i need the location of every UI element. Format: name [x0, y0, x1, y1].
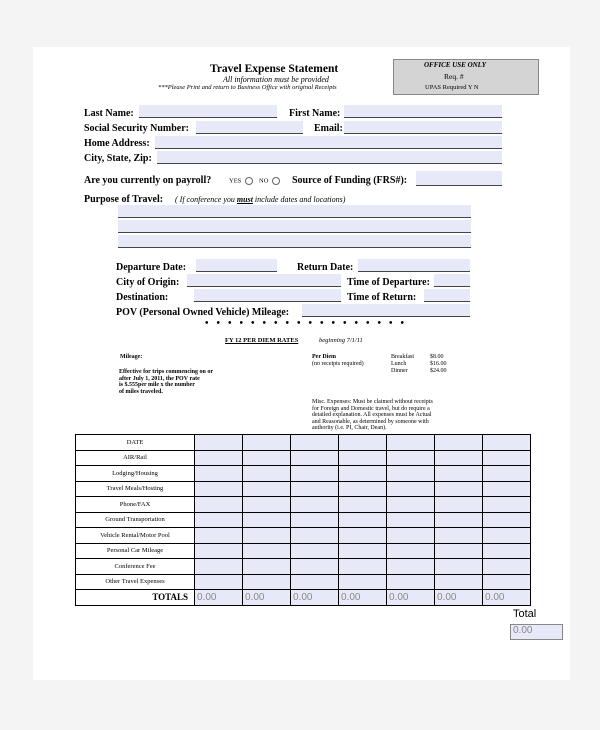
expense-cell[interactable]: [435, 559, 483, 575]
city-state-zip-label: City, State, Zip:: [84, 153, 152, 164]
expense-cell[interactable]: [195, 435, 243, 451]
expense-cell[interactable]: [483, 543, 531, 559]
expense-cell[interactable]: [291, 574, 339, 590]
expense-cell[interactable]: [435, 481, 483, 497]
expense-cell[interactable]: [483, 512, 531, 528]
expense-cell[interactable]: [339, 481, 387, 497]
row-label: Other Travel Expenses: [76, 574, 195, 590]
expense-cell[interactable]: [195, 512, 243, 528]
row-label: Conference Fee: [76, 559, 195, 575]
time-of-departure-label: Time of Departure:: [347, 277, 430, 288]
table-row: [76, 512, 531, 528]
table-row: [76, 528, 531, 544]
rates-beginning: beginning 7/1/11: [319, 337, 363, 344]
expense-cell[interactable]: [483, 435, 531, 451]
expense-cell[interactable]: [291, 512, 339, 528]
meal-names: Breakfast Lunch Dinner: [391, 354, 414, 374]
expense-cell[interactable]: [339, 435, 387, 451]
last-name-field[interactable]: [139, 105, 277, 118]
expense-cell[interactable]: [387, 435, 435, 451]
table-row: [76, 450, 531, 466]
expense-cell[interactable]: [435, 512, 483, 528]
table-row: [76, 543, 531, 559]
payroll-no-option[interactable]: [259, 177, 280, 185]
expense-cell[interactable]: [291, 559, 339, 575]
purpose-line-3[interactable]: [118, 235, 471, 248]
pov-field[interactable]: [302, 304, 470, 317]
home-address-label: Home Address:: [84, 138, 150, 149]
row-label: Vehicle Rental/Motor Pool: [76, 528, 195, 544]
departure-date-label: Departure Date:: [116, 262, 187, 273]
row-label: DATE: [76, 435, 195, 451]
row-label: Travel Meals/Hosting: [76, 481, 195, 497]
purpose-line-2[interactable]: [118, 220, 471, 233]
expense-cell[interactable]: [435, 450, 483, 466]
expense-cell[interactable]: [387, 481, 435, 497]
expense-cell[interactable]: [195, 528, 243, 544]
total-cell[interactable]: 0.00: [483, 590, 531, 606]
row-label: Ground Transportation: [76, 512, 195, 528]
expense-cell[interactable]: [387, 497, 435, 513]
purpose-note: ( If conference you must include dates and locations): [175, 195, 346, 204]
expense-table: [75, 434, 531, 606]
expense-cell[interactable]: [291, 435, 339, 451]
totals-row: [76, 590, 531, 606]
expense-cell[interactable]: [339, 497, 387, 513]
expense-cell[interactable]: [435, 435, 483, 451]
departure-date-field[interactable]: [196, 259, 277, 272]
expense-cell[interactable]: [339, 543, 387, 559]
expense-cell[interactable]: [243, 543, 291, 559]
expense-cell[interactable]: [435, 497, 483, 513]
table-row: [76, 435, 531, 451]
home-address-field[interactable]: [155, 136, 502, 149]
divider-dots-top: ••••••••••••••••••: [205, 318, 413, 329]
expense-cell[interactable]: [483, 466, 531, 482]
expense-cell[interactable]: [243, 497, 291, 513]
city-state-zip-field[interactable]: [157, 151, 502, 164]
row-label: Personal Car Mileage: [76, 543, 195, 559]
city-of-origin-label: City of Origin:: [116, 277, 180, 288]
total-cell[interactable]: 0.00: [435, 590, 483, 606]
first-name-field[interactable]: [344, 105, 502, 118]
expense-cell[interactable]: [387, 450, 435, 466]
row-label: Lodging/Housing: [76, 466, 195, 482]
expense-cell[interactable]: [435, 528, 483, 544]
form-page: [33, 47, 570, 680]
first-name-label: First Name:: [289, 108, 341, 119]
yes-radio[interactable]: [245, 177, 253, 185]
mileage-text: Effective for trips commencing on or after July 1, 2011, the POV rate is $.555per mile x the number of miles traveled.: [119, 369, 214, 395]
table-row: [76, 466, 531, 482]
time-of-return-label: Time of Return:: [347, 292, 417, 303]
office-req: Req. #: [444, 72, 464, 81]
expense-cell[interactable]: [339, 450, 387, 466]
payroll-question: Are you currently on payroll?: [84, 175, 212, 186]
table-row: [76, 574, 531, 590]
misc-expenses-note: Misc. Expenses: Must be claimed without receipts for Foreign and Domestic travel, but do require a detailed explanation. All expenses must be Actual and Reasonable, as determined by someone with authority (i.e. PI, Chair, Dean).: [312, 399, 433, 431]
expense-cell[interactable]: [195, 559, 243, 575]
expense-cell[interactable]: [339, 559, 387, 575]
expense-cell[interactable]: [387, 528, 435, 544]
total-cell[interactable]: 0.00: [243, 590, 291, 606]
total-cell[interactable]: 0.00: [195, 590, 243, 606]
expense-cell[interactable]: [387, 543, 435, 559]
table-row: [76, 559, 531, 575]
expense-cell[interactable]: [243, 512, 291, 528]
totals-label: TOTALS: [76, 590, 195, 606]
expense-cell[interactable]: [243, 435, 291, 451]
purpose-line-1[interactable]: [118, 205, 471, 218]
return-date-field[interactable]: [358, 259, 470, 272]
email-field[interactable]: [344, 121, 502, 134]
meal-amounts: $8.00 $16.00 $24.00: [430, 354, 447, 374]
funding-label: Source of Funding (FRS#):: [292, 175, 408, 186]
ssn-label: Social Security Number:: [84, 123, 189, 134]
row-label: Phone/FAX: [76, 497, 195, 513]
table-row: [76, 481, 531, 497]
expense-cell[interactable]: [195, 497, 243, 513]
no-radio[interactable]: [272, 177, 280, 185]
per-diem-block: Per Diem (no receipts required): [312, 354, 364, 367]
office-upas: UPAS Required Y N: [425, 84, 479, 91]
table-row: [76, 497, 531, 513]
expense-cell[interactable]: [483, 528, 531, 544]
funding-field[interactable]: [416, 171, 502, 186]
expense-cell[interactable]: [195, 481, 243, 497]
payroll-no-label: NO: [259, 177, 269, 185]
form-title: Travel Expense Statement: [210, 63, 339, 75]
total-label: Total: [513, 608, 537, 620]
city-of-origin-field[interactable]: [187, 274, 341, 287]
office-heading: OFFICE USE ONLY: [424, 61, 486, 69]
expense-cell[interactable]: [195, 450, 243, 466]
expense-cell[interactable]: [387, 466, 435, 482]
email-label: Email:: [314, 123, 343, 134]
expense-cell[interactable]: [339, 512, 387, 528]
expense-cell[interactable]: [243, 450, 291, 466]
destination-label: Destination:: [116, 292, 169, 303]
pov-label: POV (Personal Owned Vehicle) Mileage:: [116, 307, 290, 318]
expense-cell[interactable]: [291, 481, 339, 497]
expense-cell[interactable]: [387, 574, 435, 590]
time-of-departure-field[interactable]: [434, 274, 470, 287]
expense-cell[interactable]: [483, 574, 531, 590]
payroll-yes-option[interactable]: [229, 177, 253, 185]
expense-cell[interactable]: [243, 466, 291, 482]
expense-cell[interactable]: [291, 543, 339, 559]
expense-cell[interactable]: [339, 574, 387, 590]
expense-cell[interactable]: [291, 497, 339, 513]
expense-cell[interactable]: [195, 466, 243, 482]
expense-cell[interactable]: [195, 574, 243, 590]
expense-cell[interactable]: [339, 466, 387, 482]
expense-cell[interactable]: [483, 497, 531, 513]
mileage-label: Mileage:: [120, 354, 143, 360]
expense-cell[interactable]: [195, 543, 243, 559]
expense-cell[interactable]: [291, 466, 339, 482]
purpose-label: Purpose of Travel:: [84, 194, 164, 205]
last-name-label: Last Name:: [84, 108, 134, 119]
total-cell[interactable]: 0.00: [387, 590, 435, 606]
payroll-yes-label: YES: [229, 177, 242, 185]
form-subtitle: All information must be provided: [223, 75, 329, 84]
expense-cell[interactable]: [483, 450, 531, 466]
expense-cell[interactable]: [243, 559, 291, 575]
expense-cell[interactable]: [243, 528, 291, 544]
expense-cell[interactable]: [243, 481, 291, 497]
expense-cell[interactable]: [243, 574, 291, 590]
expense-cell[interactable]: [291, 450, 339, 466]
expense-cell[interactable]: [483, 559, 531, 575]
time-of-return-field[interactable]: [424, 289, 470, 302]
ssn-field[interactable]: [196, 121, 303, 134]
expense-cell[interactable]: [387, 559, 435, 575]
total-cell[interactable]: 0.00: [291, 590, 339, 606]
expense-cell[interactable]: [435, 466, 483, 482]
row-label: AIR/Rail: [76, 450, 195, 466]
expense-cell[interactable]: [483, 481, 531, 497]
expense-cell[interactable]: [435, 574, 483, 590]
total-cell[interactable]: 0.00: [339, 590, 387, 606]
grand-total-field[interactable]: 0.00: [510, 624, 563, 640]
return-date-label: Return Date:: [297, 262, 354, 273]
expense-cell[interactable]: [435, 543, 483, 559]
office-use-box: [393, 59, 539, 95]
expense-cell[interactable]: [291, 528, 339, 544]
form-instructions: ***Please Print and return to Business Office with original Receipts: [158, 84, 337, 91]
rates-heading: FY 12 PER DIEM RATES: [225, 337, 299, 344]
destination-field[interactable]: [194, 289, 341, 302]
expense-cell[interactable]: [387, 512, 435, 528]
expense-cell[interactable]: [339, 528, 387, 544]
